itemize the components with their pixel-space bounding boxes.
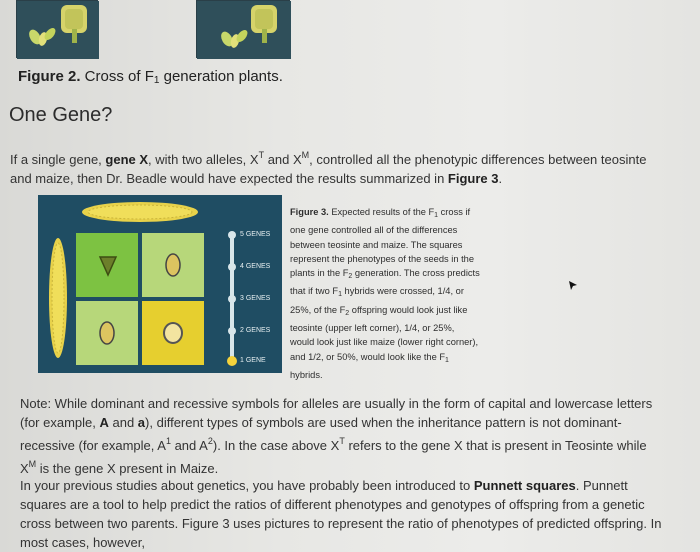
punnett-paragraph: In your previous studies about genetics, you have probably been introduced to Punnett squares. Punnett squares are a tool to help predict the ratios of different phenotypes and genotypes of offspring from a genetic cross between two parents. Figure 3 uses pictures to represent the ratio of phenotypes of predicted offspring. In most cases, however, bbox=[20, 478, 662, 550]
figure3-caption: Figure 3. Expected results of the $F_1$ cross if one gene controlled all of the differences between teosinte and maize. The squares represent the phenotypes of the seeds in the plants in the $F_2$ generation. The cross predicts that if two $F_1$ hybrids were crossed, 1/4, or 25%, of the $F_2$ offspring would look just like teosinte (upper left corner), 1/4, or 25%, would look just like maize (lower right corner), and 1/2, or 50%, would look like the $F_1$ hybrids. bbox=[290, 207, 480, 380]
figure2-caption: Figure 2. Cross of $F_1$ generation plants. bbox=[18, 68, 283, 86]
maize-ear-left bbox=[49, 238, 67, 358]
maize-ear-top bbox=[82, 202, 198, 222]
gene-label-2: 2 GENES bbox=[240, 327, 271, 334]
note-paragraph: Note: While dominant and recessive symbols for alleles are usually in the form of capital and lowercase letters (for example, A and a), different types of symbols are used when the inheritance pattern is not dominant-recessive (for example, $A^1$ and $A^2$). In the case above $X^T$ refers to the gene X that is present in Teosinte while $X^M$ is the gene X present in Maize. bbox=[20, 396, 653, 476]
figure2-image-right bbox=[196, 0, 290, 58]
figure2-label: Figure 2. bbox=[18, 68, 81, 85]
gene-label-4: 4 GENES bbox=[240, 263, 271, 270]
mouse-cursor-icon bbox=[568, 280, 578, 292]
figure2-image-left bbox=[16, 0, 98, 58]
gene-label-1: 1 GENE bbox=[240, 357, 266, 364]
intro-paragraph: If a single gene, gene X, with two alleles, $X^T$ and $X^M$, controlled all the phenotypic differences between teosinte and maize, then Dr. Beadle would have expected the results summarized in Figure 3. bbox=[10, 150, 647, 186]
gene-label-5: 5 GENES bbox=[240, 231, 271, 238]
gene-label-3: 3 GENES bbox=[240, 295, 271, 302]
section-heading: One Gene? bbox=[9, 104, 113, 126]
figure3-image bbox=[38, 195, 282, 373]
